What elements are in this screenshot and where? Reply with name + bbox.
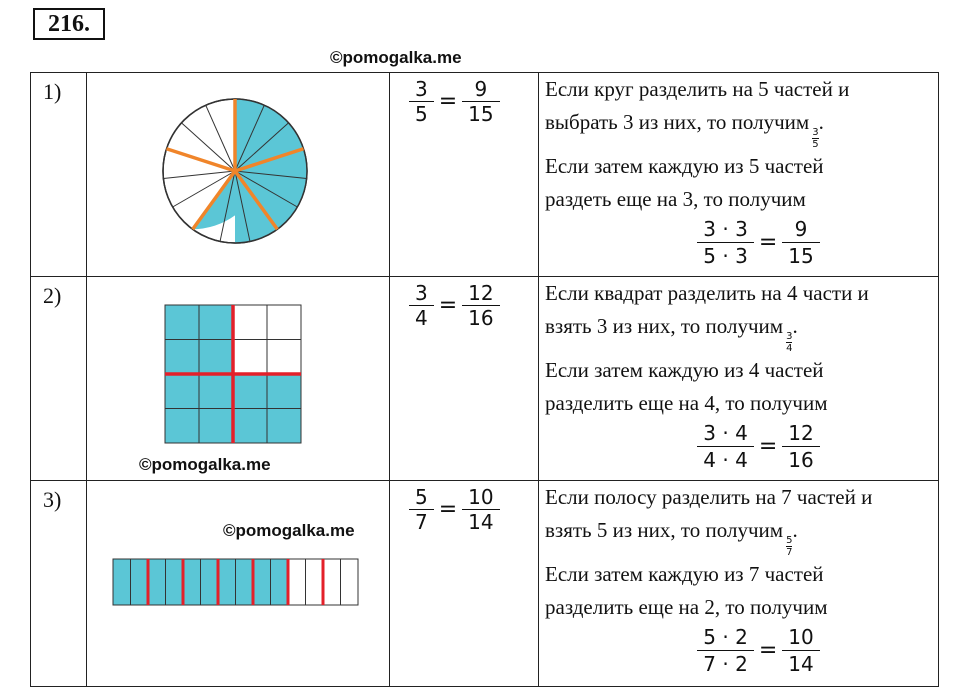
square-picture-cell — [87, 277, 390, 481]
text-line: разделить еще на 4, то получим — [545, 391, 828, 415]
strip-figure — [87, 481, 389, 687]
result-equation: $\frac{5 \cdot 2}{7 \cdot 2}$ = $\frac{10}{14}$ — [585, 624, 932, 677]
watermark-top: ©pomogalka.me — [330, 48, 462, 67]
text-line: Если затем каждую из 5 частей — [545, 154, 824, 178]
fraction-equation: $\frac{3}{4}$ = $\frac{12}{16}$ — [412, 281, 497, 330]
table-row — [31, 481, 939, 687]
square-figure — [87, 277, 389, 481]
row-number: 2) — [31, 277, 87, 481]
row-number: 1) — [31, 73, 87, 277]
watermark-middle: ©pomogalka.me — [139, 455, 271, 474]
equation-cell — [390, 73, 539, 277]
explanation-cell — [539, 277, 939, 481]
text-line: Если затем каждую из 4 частей — [545, 358, 824, 382]
equation-cell — [390, 277, 539, 481]
equation-cell — [390, 481, 539, 687]
text-line: Если круг разделить на 5 частей и — [545, 77, 850, 101]
fraction-equation: $\frac{3}{5}$ = $\frac{9}{15}$ — [412, 77, 497, 126]
table-row — [31, 73, 939, 277]
text-line: раздеть еще на 3, то получим — [545, 187, 806, 211]
strip-picture-cell — [87, 481, 390, 687]
problem-number: 216. — [33, 8, 105, 40]
explanation-cell — [539, 73, 939, 277]
text-line: разделить еще на 2, то получим — [545, 595, 828, 619]
result-equation: $\frac{3 \cdot 4}{4 \cdot 4}$ = $\frac{12}{16}$ — [585, 420, 932, 473]
result-equation: $\frac{3 \cdot 3}{5 \cdot 3}$ = $\frac{9}{15}$ — [585, 216, 932, 269]
text-line: выбрать 3 из них, то получим $\frac{3}{5}$ . — [545, 110, 824, 150]
watermark-bottom: ©pomogalka.me — [223, 521, 355, 540]
text-line: взять 3 из них, то получим $\frac{3}{4}$ . — [545, 314, 798, 354]
circle-picture-cell — [87, 73, 390, 277]
circle-figure — [87, 73, 389, 277]
row-number: 3) — [31, 481, 87, 687]
text-line: Если полосу разделить на 7 частей и — [545, 485, 873, 509]
text-line: Если квадрат разделить на 4 части и — [545, 281, 869, 305]
text-line: взять 5 из них, то получим $\frac{5}{7}$ . — [545, 518, 798, 558]
fraction-equation: $\frac{5}{7}$ = $\frac{10}{14}$ — [412, 485, 497, 534]
explanation-cell — [539, 481, 939, 687]
solution-table — [30, 72, 939, 687]
text-line: Если затем каждую из 7 частей — [545, 562, 824, 586]
table-row — [31, 277, 939, 481]
